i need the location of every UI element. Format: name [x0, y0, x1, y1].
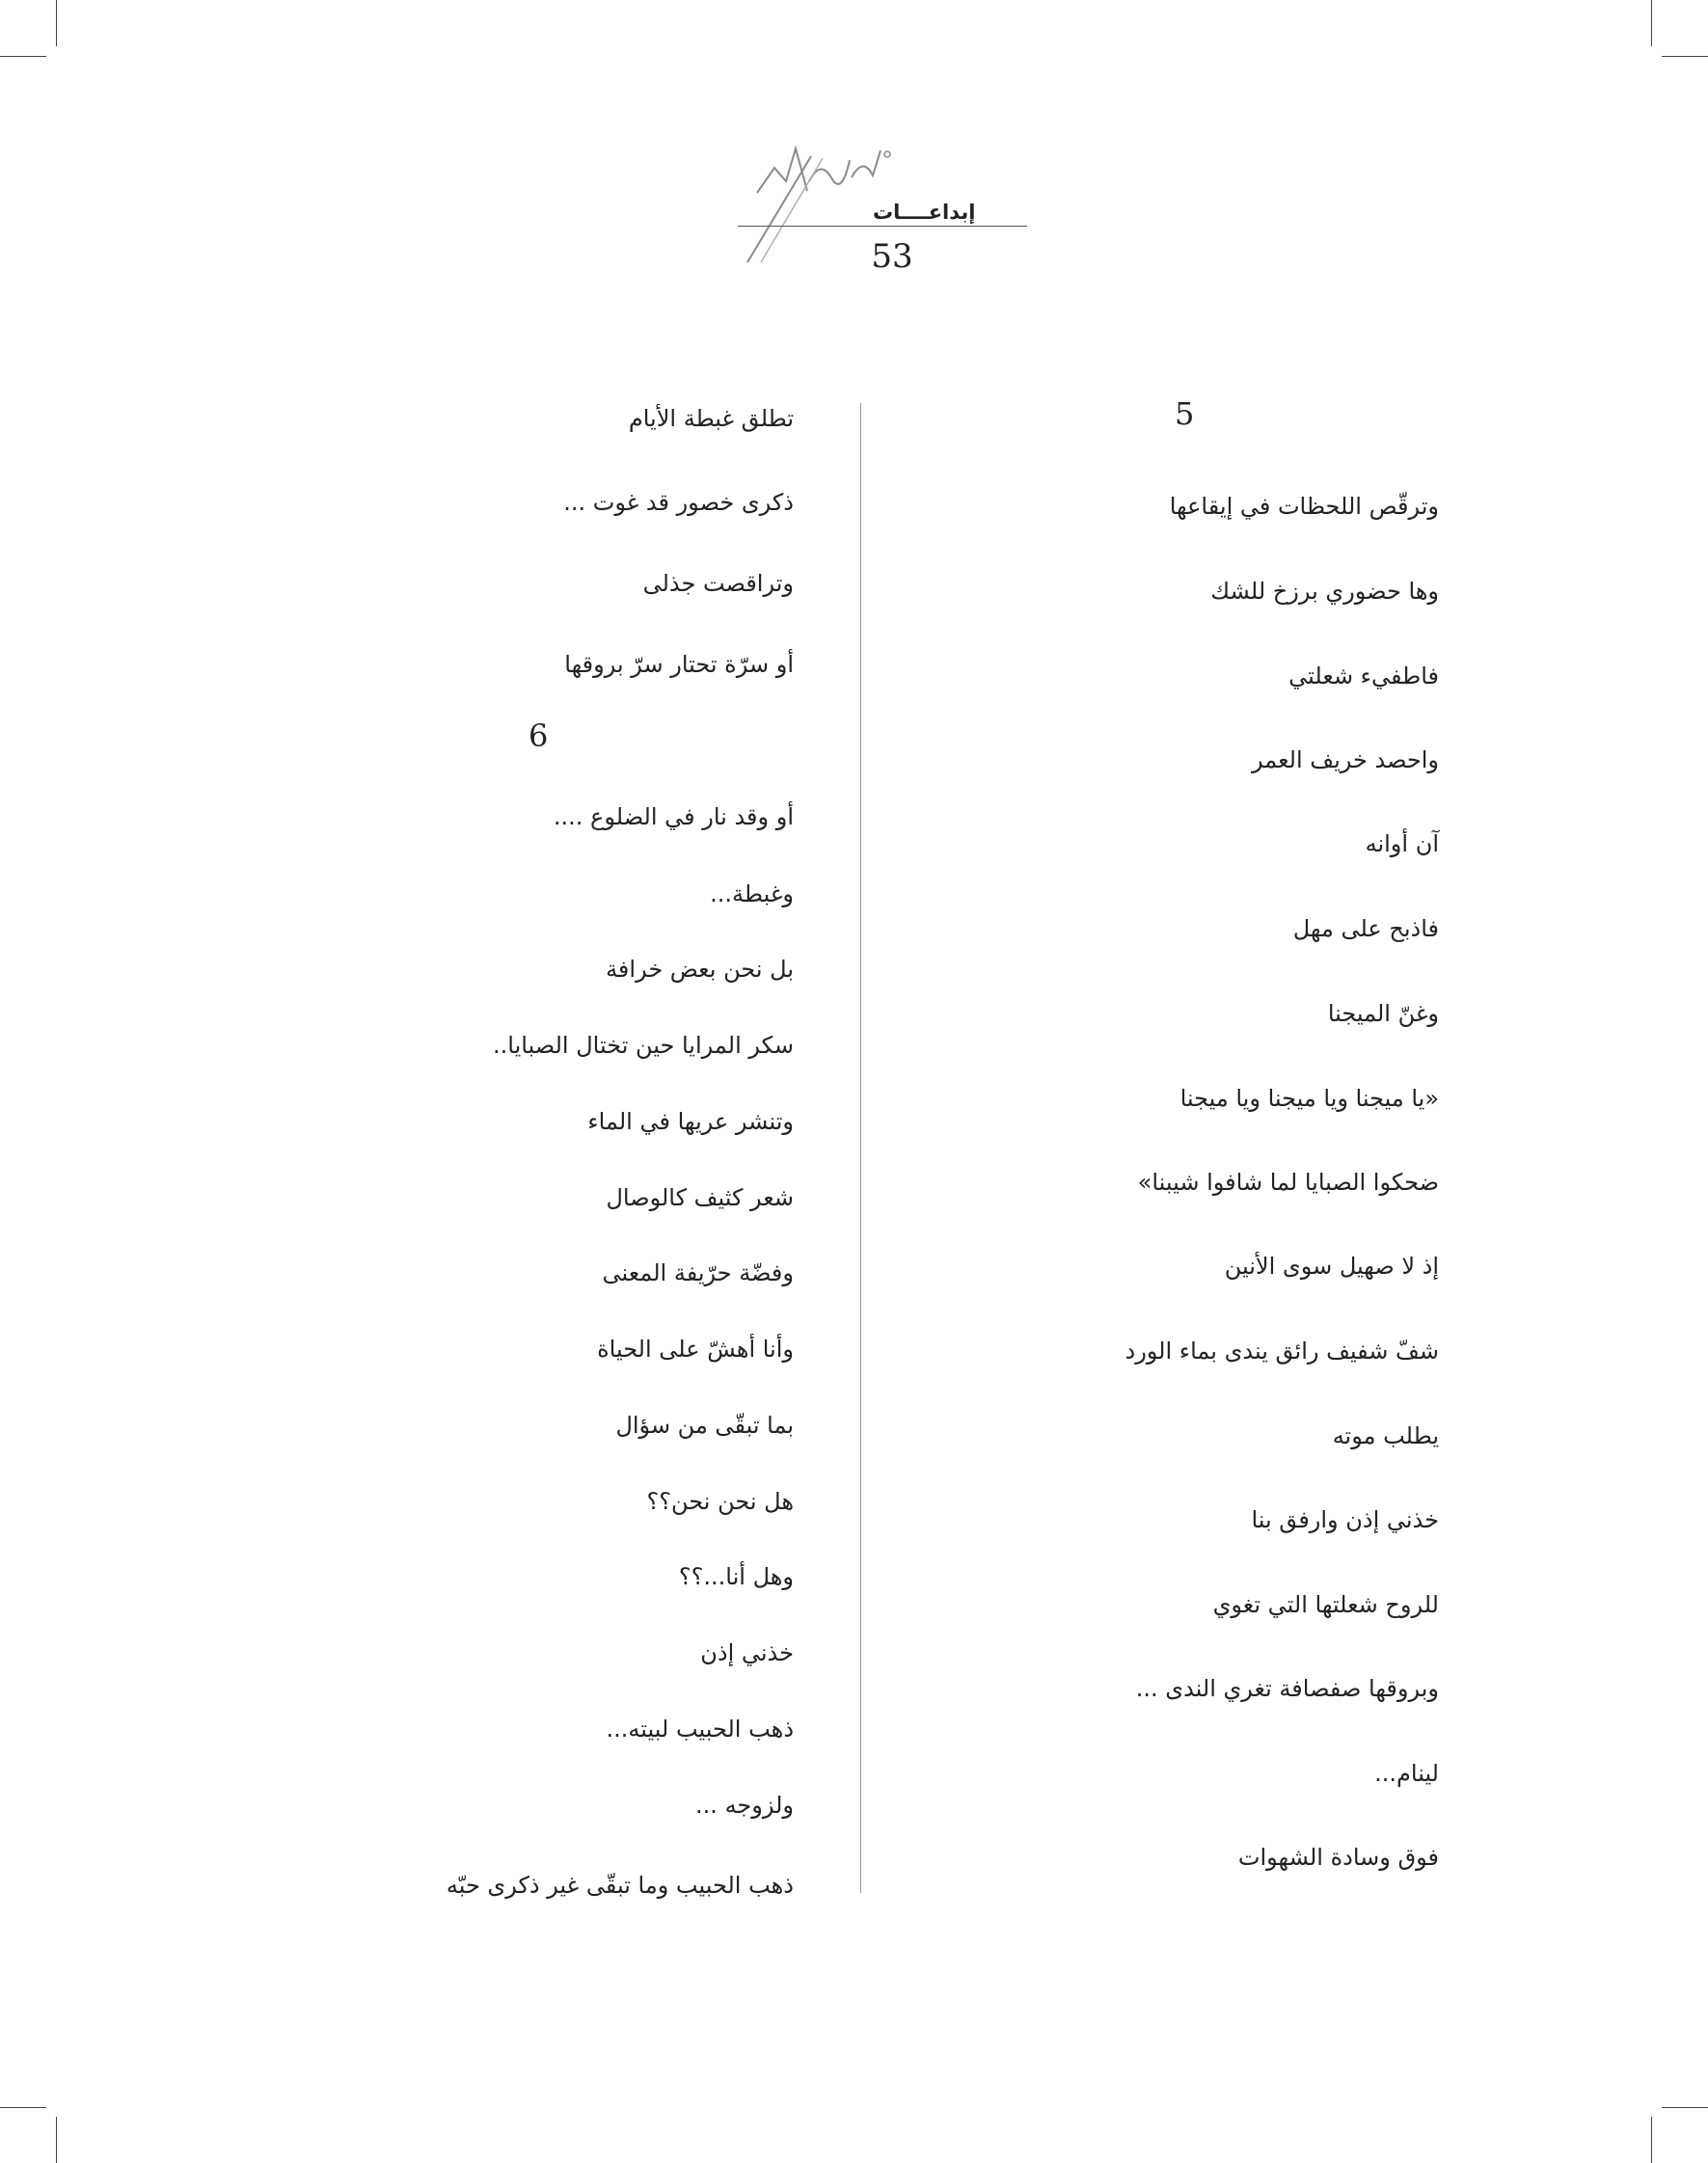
poem-line: سكر المرايا حين تختال الصبايا.. [493, 1032, 794, 1059]
poem-line: وهل أنا...؟؟ [678, 1563, 794, 1590]
header-rule [738, 226, 1027, 227]
poem-line: وفضّة حرّيفة المعنى [602, 1259, 794, 1286]
poem-line: ذهب الحبيب وما تبقّى غير ذكرى حبّه [446, 1872, 794, 1899]
page-number: 53 [871, 237, 913, 276]
poem-line: شفّ شفيف رائق يندى بماء الورد [1125, 1338, 1439, 1365]
poem-line: واحصد خريف العمر [1251, 746, 1439, 773]
poem-line: أو وقد نار في الضلوع .... [553, 803, 794, 830]
poem-line: فوق وسادة الشهوات [1237, 1844, 1439, 1871]
poem-line: وتنشر عريها في الماء [587, 1108, 794, 1135]
poem-line: خذني إذن وارفق بنا [1251, 1506, 1439, 1533]
poem-line: آن أوانه [1365, 830, 1439, 857]
poem-line: وها حضوري برزخ للشك [1210, 578, 1439, 605]
poem-line: ضحكوا الصبايا لما شافوا شيبنا» [1137, 1169, 1439, 1196]
poem-line: تطلق غبطة الأيام [628, 405, 794, 432]
poem-line: وغنّ الميجنا [1327, 1000, 1439, 1027]
poem-line: هل نحن نحن؟؟ [646, 1488, 794, 1515]
poem-line: للروح شعلتها التي تغوي [1212, 1591, 1439, 1618]
poem-line: وبروقها صفصافة تغري الندى ... [1135, 1675, 1439, 1702]
poem-line: خذني إذن [700, 1639, 794, 1666]
page-header [0, 0, 1708, 289]
poem-line: بما تبقّى من سؤال [615, 1412, 794, 1439]
crop-mark [1651, 2117, 1652, 2163]
crop-mark [1662, 2107, 1708, 2108]
poem-line: وأنا أهشّ على الحياة [597, 1336, 794, 1363]
poem-line: وترقّص اللحظات في إيقاعها [1169, 493, 1439, 520]
stanza-number: 6 [529, 717, 549, 754]
crop-mark [0, 2107, 46, 2108]
column-divider [860, 403, 861, 1893]
poem-line: «يا ميجنا ويا ميجنا ويا ميجنا [1179, 1085, 1439, 1112]
poem-line: أو سرّة تحتار سرّ بروقها [564, 651, 794, 678]
poem-line: وغبطة... [710, 880, 794, 907]
poem-line: بل نحن بعض خرافة [606, 956, 794, 983]
poem-line: ولزوجه ... [695, 1792, 794, 1819]
poem-line: ذهب الحبيب لبيته... [606, 1716, 794, 1743]
stanza-number: 5 [1175, 395, 1195, 432]
poem-line: لينام... [1374, 1760, 1439, 1787]
poem-line: يطلب موته [1332, 1422, 1439, 1449]
section-label: إبداعــــات [873, 201, 976, 224]
poem-line: شعر كثيف كالوصال [606, 1184, 794, 1211]
poem-line: ذكرى خصور قد غوت ... [563, 489, 794, 516]
poem-line: إذ لا صهيل سوى الأنين [1224, 1253, 1439, 1280]
poem-line: وتراقصت جذلى [642, 570, 794, 597]
poem-line: فاذبح على مهل [1292, 915, 1439, 942]
crop-mark [56, 2117, 57, 2163]
poem-line: فاطفيء شعلتي [1288, 662, 1439, 689]
